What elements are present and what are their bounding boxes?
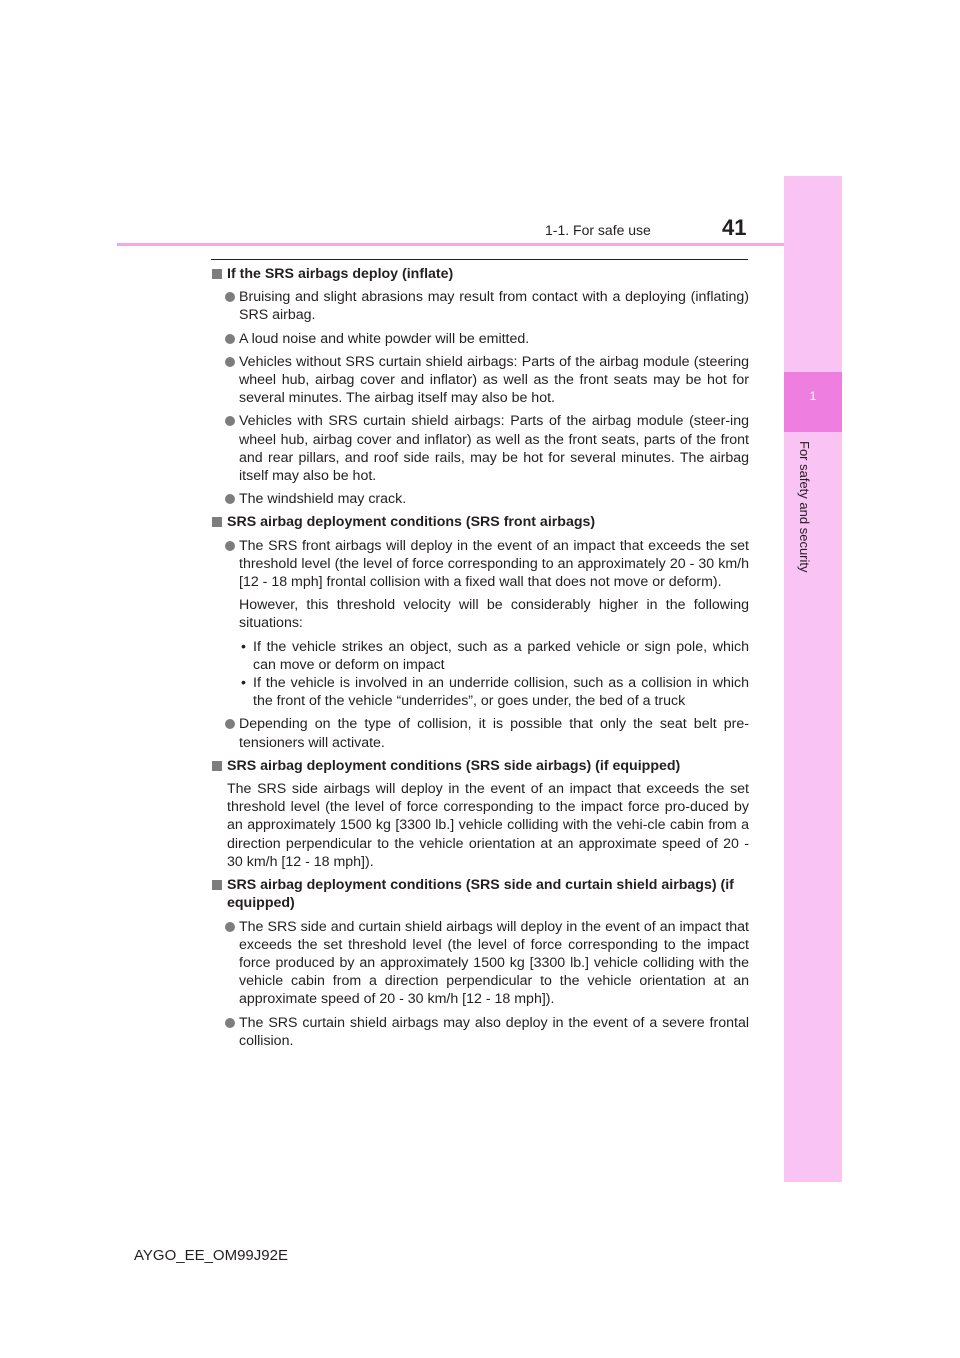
bullet-item: The SRS side and curtain shield airbags will deploy in the event of an impact that exceeds the set threshold level (the level of force corresponding to the impact force produced by an approximately 1500 kg [3300 lb.] vehicle colliding with the vehicle cabin from a direction perpendicular to the vehicle orientation at an approximate speed of 20 - 30 km/h [12 - 18 mph]).: [211, 918, 749, 1009]
section-label: 1-1. For safe use: [545, 222, 651, 238]
bullet-item: Bruising and slight abrasions may result from contact with a deploying (inflating) SRS airbag.: [211, 288, 749, 324]
section-heading: SRS airbag deployment conditions (SRS front airbags): [211, 513, 749, 531]
bullet-item: Vehicles with SRS curtain shield airbags: Parts of the airbag module (steer-ing wheel hub, airbag cover and inflator) as well as the front seats, parts of the front and rear pillars, and roof side rails, may be hot for several minutes. The airbag itself may also be hot.: [211, 412, 749, 485]
dot-marker: •: [241, 638, 246, 655]
dot-marker: •: [241, 675, 246, 692]
bullet-item: A loud noise and white powder will be emitted.: [211, 330, 749, 348]
header-rule: [117, 243, 785, 246]
content-top-rule: [211, 259, 748, 260]
sub-item: • If the vehicle is involved in an underride collision, such as a collision in which the front of the vehicle “underrides”, or goes under, the bed of a truck: [241, 675, 749, 710]
square-bullet-icon: [212, 761, 222, 771]
square-bullet-icon: [212, 880, 222, 890]
paragraph: However, this threshold velocity will be considerably higher in the following situations:: [239, 597, 749, 632]
document-code: AYGO_EE_OM99J92E: [134, 1247, 288, 1264]
bullet-item: The windshield may crack.: [211, 490, 749, 508]
bullet-item: Vehicles without SRS curtain shield airbags: Parts of the airbag module (steering wheel hub, airbag cover and inflator) as well as the front seats may be hot for several minutes. The airbag itself may also be hot.: [211, 353, 749, 408]
chapter-sidebar: [784, 176, 842, 1182]
square-bullet-icon: [212, 269, 222, 279]
section-heading: If the SRS airbags deploy (inflate): [211, 265, 749, 283]
chapter-title: For safety and security: [797, 441, 812, 573]
section-heading: SRS airbag deployment conditions (SRS side airbags) (if equipped): [211, 757, 749, 775]
square-bullet-icon: [212, 517, 222, 527]
circle-bullet-icon: [225, 494, 235, 504]
circle-bullet-icon: [225, 416, 235, 426]
paragraph: The SRS side airbags will deploy in the event of an impact that exceeds the set threshold level (the level of force corresponding to the impact force pro-duced by an approximately 1500 kg [3300 lb.] vehicle colliding with the vehi-cle cabin from a direction perpendicular to the vehicle orientation at an approximate speed of 20 - 30 km/h [12 - 18 mph]).: [227, 781, 749, 870]
circle-bullet-icon: [225, 1018, 235, 1028]
bullet-item: Depending on the type of collision, it is possible that only the seat belt pre-tensioners will activate.: [211, 715, 749, 751]
page-number: 41: [722, 215, 747, 240]
bullet-item: The SRS front airbags will deploy in the event of an impact that exceeds the set threshold level (the level of force corresponding to an approximately 20 - 30 km/h [12 - 18 mph] frontal collision with a fixed wall that does not move or deform).: [211, 537, 749, 592]
circle-bullet-icon: [225, 922, 235, 932]
circle-bullet-icon: [225, 292, 235, 302]
circle-bullet-icon: [225, 719, 235, 729]
section-heading: SRS airbag deployment conditions (SRS side and curtain shield airbags) (if equipped): [211, 876, 749, 912]
circle-bullet-icon: [225, 541, 235, 551]
chapter-number: 1: [809, 389, 817, 403]
sub-item: • If the vehicle strikes an object, such as a parked vehicle or sign pole, which can move or deform on impact: [241, 638, 749, 673]
bullet-item: The SRS curtain shield airbags may also deploy in the event of a severe frontal collision.: [211, 1014, 749, 1050]
circle-bullet-icon: [225, 334, 235, 344]
circle-bullet-icon: [225, 357, 235, 367]
page-content: [211, 265, 749, 1055]
